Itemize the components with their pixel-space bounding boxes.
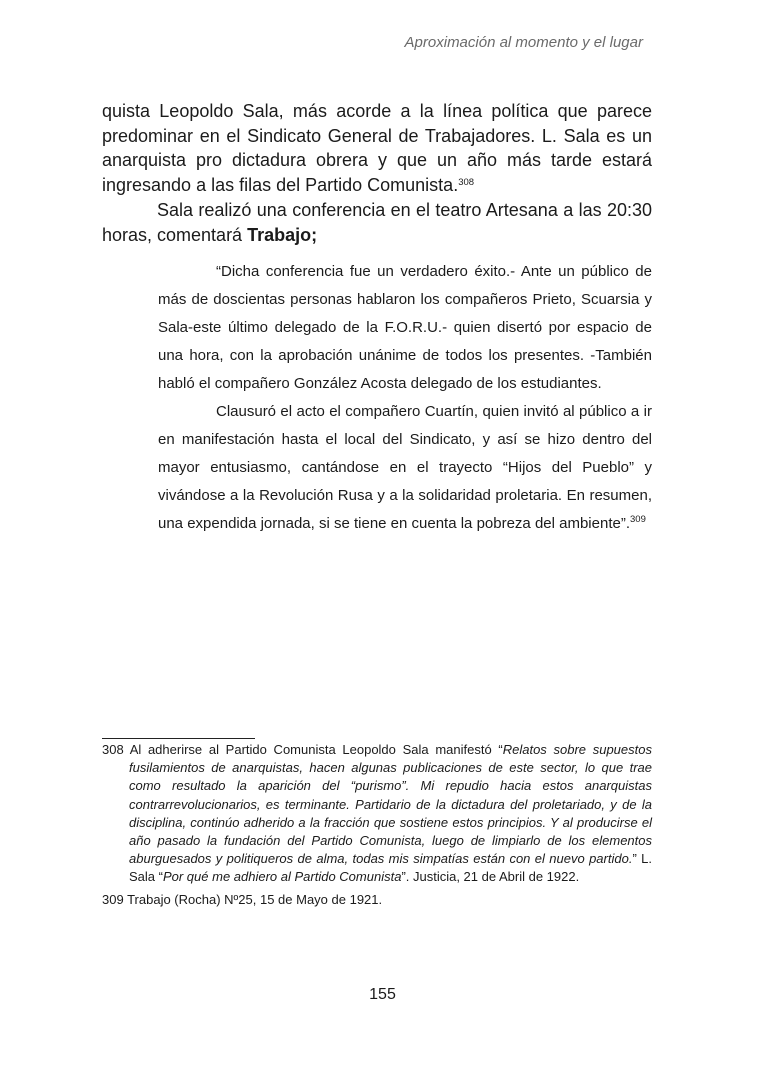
footnote-divider	[102, 738, 255, 739]
body-paragraph-2-text: Sala realizó una conferencia en el teatro Artesana a las 20:30 horas, comentará	[102, 199, 652, 245]
footnote-text: Trabajo (Rocha) Nº25, 15 de Mayo de 1921.	[127, 891, 383, 907]
running-header: Aproximación al momento y el lugar	[404, 34, 643, 51]
footnote-ref-308[interactable]: 308	[458, 177, 475, 189]
quote-paragraph-2-text: Clausuró el acto el compañero Cuartín, quien invitó al público a ir en manifestación hasta el local del Sindicato, y así se hizo dentro del mayor entusiasmo, cantándose en el trayecto “Hijos del Pueblo” y vivándose a la Revolución Rusa y a la solidaridad proletaria. En resumen, una expendida jornada, si se tiene en cuenta la pobreza del ambiente”.	[158, 403, 652, 532]
footnote-number: 308	[102, 742, 124, 757]
footnote-source: ”. Justicia, 21 de Abril de 1922.	[401, 869, 580, 885]
footnote-309	[102, 891, 652, 909]
body-paragraph-2	[102, 198, 652, 247]
footnote-ref-309[interactable]: 309	[630, 514, 646, 525]
footnote-author: ” L. Sala “	[129, 851, 652, 885]
quote-paragraph-2	[158, 398, 652, 538]
quote-paragraph-1: “Dicha conferencia fue un verdadero éxito.- Ante un público de más de doscientas personas hablaron los compañeros Prieto, Scuarsia y Sala-este último delegado de la F.O.R.U.- quien disertó por espacio de una hora, con la aprobación unánime de todos los presentes. -También habló el compañero González Acosta delegado de los estudiantes.	[158, 263, 652, 392]
footnote-308	[102, 741, 652, 887]
page-number: 155	[369, 986, 396, 1003]
footnote-intro: Al adherirse al Partido Comunista Leopoldo Sala manifestó “	[129, 742, 503, 757]
footnote-quote: Relatos sobre supuestos fusilamientos de anarquistas, hacen algunas publicaciones de este sector, lo que trae como resultado la aparición del “purismo”. Mi repudio hacia estos anarquistas contrarrevolucionarios, es terminante. Partidario de la dictadura del proletariado, y de la disciplina, continúo adherido a la fracción que sostiene estos principios. Y al producirse el año pasado la fundación del Partido Comunista, luego de limpiarlo de los elementos aburguesados y politiqueros de alma, todas mis simpatías están con el nuevo partido.	[129, 742, 652, 867]
body-paragraph-1	[102, 99, 652, 198]
footnote-article-title: Por qué me adhiero al Partido Comunista	[162, 869, 402, 885]
footnote-number: 309	[102, 891, 124, 907]
footnotes	[102, 741, 652, 913]
block-quote	[158, 258, 652, 538]
publication-name: Trabajo;	[247, 224, 318, 245]
body-text	[102, 99, 652, 247]
body-paragraph-1-text: quista Leopoldo Sala, más acorde a la línea política que parece predominar en el Sindicato General de Trabajadores. L. Sala es un anarquista pro dictadura obrera y que un año más tarde estará ingresando a las filas del Partido Comunista.	[102, 101, 652, 196]
